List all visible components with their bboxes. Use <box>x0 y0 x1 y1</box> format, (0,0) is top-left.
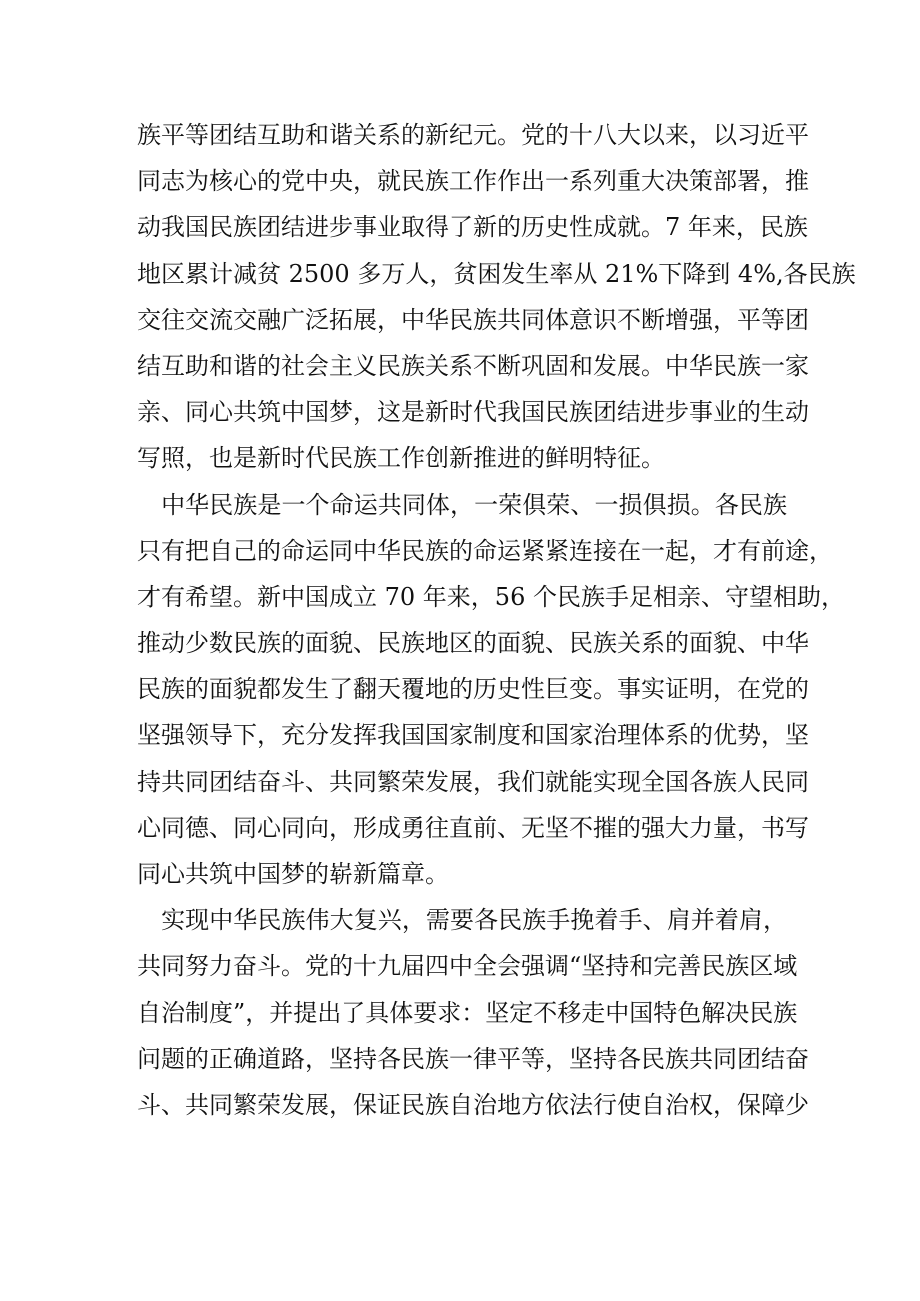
text-line: 实现中华民族伟大复兴，需要各民族手挽着手、肩并着肩， <box>137 906 787 935</box>
text-line: 亲、同心共筑中国梦，这是新时代我国民族团结进步事业的生动 <box>137 398 809 427</box>
text-line: 交往交流交融广泛拓展，中华民族共同体意识不断增强，平等团 <box>137 305 809 334</box>
text-line: 民族的面貌都发生了翻天覆地的历史性巨变。事实证明，在党的 <box>137 675 809 704</box>
paragraph-3 <box>137 897 809 1128</box>
body-text <box>137 112 856 1128</box>
text-line: 族平等团结互助和谐关系的新纪元。党的十八大以来，以习近平 <box>137 121 809 149</box>
text-line: 自治制度”，并提出了具体要求：坚定不移走中国特色解决民族 <box>137 998 798 1027</box>
text-line: 共同努力奋斗。党的十九届四中全会强调“坚持和完善民族区域 <box>137 952 798 981</box>
text-line: 推动少数民族的面貌、民族地区的面貌、民族关系的面貌、中华 <box>137 629 809 658</box>
paragraph-1 <box>137 112 856 482</box>
text-line: 只有把自己的命运同中华民族的命运紧紧连接在一起，才有前途， <box>137 536 833 565</box>
text-line: 结互助和谐的社会主义民族关系不断巩固和发展。中华民族一家 <box>137 351 809 380</box>
text-line: 地区累计减贫 2500 多万人，贫困发生率从 21%下降到 4%,各民族 <box>137 259 856 288</box>
text-line: 才有希望。新中国成立 70 年来，56 个民族手足相亲、守望相助， <box>137 582 845 611</box>
text-line: 同志为核心的党中央，就民族工作作出一系列重大决策部署，推 <box>137 167 809 196</box>
text-line: 动我国民族团结进步事业取得了新的历史性成就。7 年来，民族 <box>137 213 808 242</box>
text-line: 心同德、同心同向，形成勇往直前、无坚不摧的强大力量，书写 <box>137 813 809 842</box>
paragraph-2 <box>137 482 845 898</box>
text-line: 中华民族是一个命运共同体，一荣俱荣、一损俱损。各民族 <box>137 490 787 519</box>
text-line: 写照，也是新时代民族工作创新推进的鲜明特征。 <box>137 444 665 473</box>
text-line: 斗、共同繁荣发展，保证民族自治地方依法行使自治权，保障少 <box>137 1090 809 1119</box>
text-line: 问题的正确道路，坚持各民族一律平等，坚持各民族共同团结奋 <box>137 1044 809 1073</box>
text-line: 坚强领导下，充分发挥我国国家制度和国家治理体系的优势，坚 <box>137 721 809 750</box>
text-line: 持共同团结奋斗、共同繁荣发展，我们就能实现全国各族人民同 <box>137 767 809 796</box>
text-line: 同心共筑中国梦的崭新篇章。 <box>137 860 449 888</box>
